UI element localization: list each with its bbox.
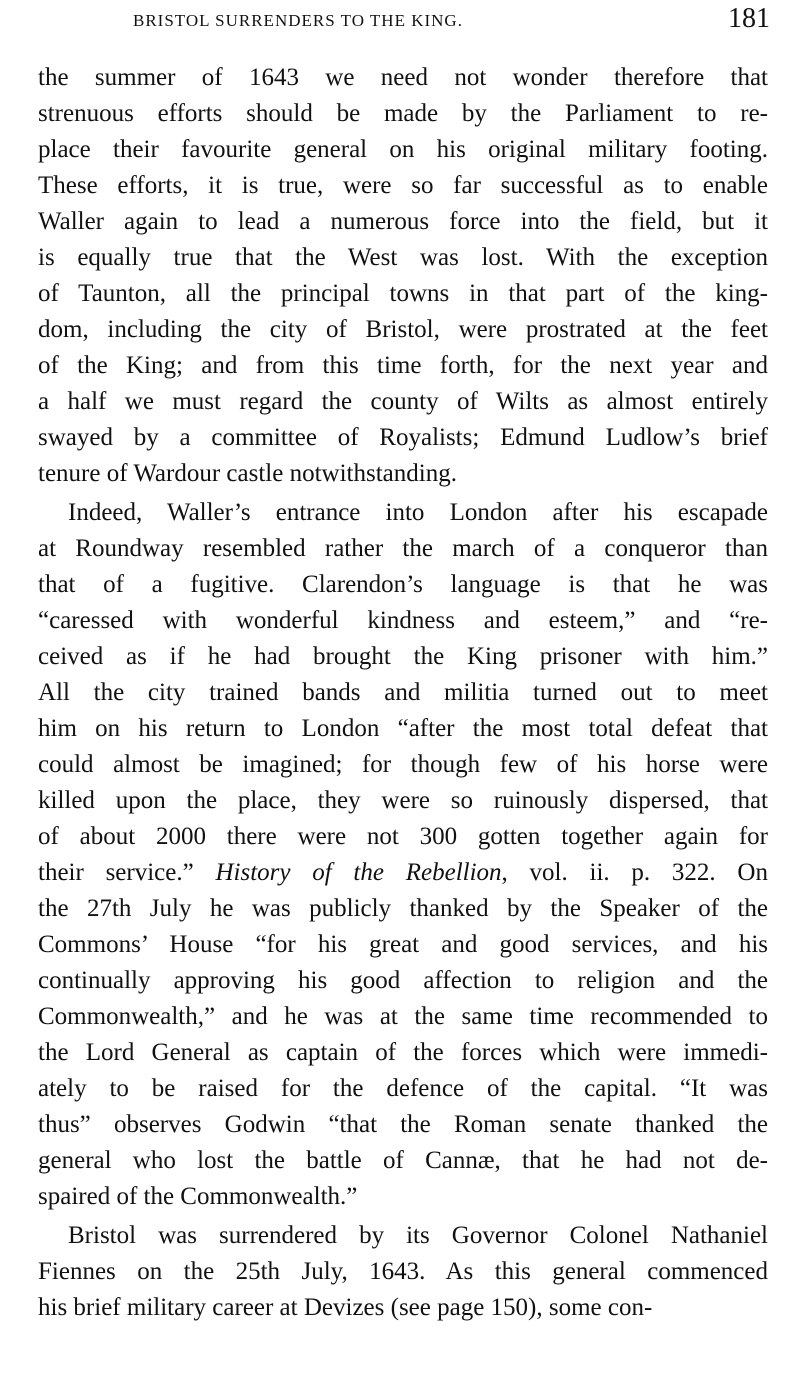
text-line: of Taunton, all the principal towns in that part of the king- — [38, 280, 768, 307]
paragraph — [38, 1218, 768, 1326]
text-line: dom, including the city of Bristol, were prostrated at the feet — [38, 316, 768, 343]
text-line: thus” observes Godwin “that the Roman senate thanked the — [38, 1111, 768, 1138]
text-line: the Lord General as captain of the forces which were immedi- — [38, 1039, 768, 1066]
text-line: is equally true that the West was lost. With the exception — [38, 244, 768, 271]
text-segment: , vol. ii. p. 322. On — [501, 859, 768, 886]
text-line — [38, 855, 768, 891]
text-line: continually approving his good affection to religion and the — [38, 967, 768, 994]
text-line: ceived as if he had brought the King prisoner with him.” — [38, 643, 768, 670]
text-line: spaired of the Commonwealth.” — [38, 1183, 358, 1210]
text-line: Commonwealth,” and he was at the same time recommended to — [38, 1003, 768, 1030]
text-line: Bristol was surrendered by its Governor Colonel Nathaniel — [68, 1222, 768, 1249]
text-line: swayed by a committee of Royalists; Edmund Ludlow’s brief — [38, 424, 768, 451]
text-line: Commons’ House “for his great and good services, and his — [38, 931, 768, 958]
text-line: All the city trained bands and militia turned out to meet — [38, 679, 768, 706]
page-number: 181 — [728, 3, 770, 34]
text-line: that of a fugitive. Clarendon’s language is that he was — [38, 571, 768, 598]
text-line: could almost be imagined; for though few of his horse were — [38, 751, 768, 778]
text-line: of the King; and from this time forth, for the next year and — [38, 352, 768, 379]
body-text — [38, 60, 768, 1326]
text-line: general who lost the battle of Cannæ, that he had not de- — [38, 1147, 768, 1174]
text-line: strenuous efforts should be made by the Parliament to re- — [38, 100, 768, 127]
text-line: at Roundway resembled rather the march of a conqueror than — [38, 535, 768, 562]
text-line: tenure of Wardour castle notwithstanding. — [38, 460, 457, 487]
text-line: his brief military career at Devizes (see page 150), some con- — [38, 1294, 653, 1321]
text-line: ately to be raised for the defence of the capital. “It was — [38, 1075, 768, 1102]
text-line: the 27th July he was publicly thanked by the Speaker of the — [38, 895, 768, 922]
text-line: him on his return to London “after the most total defeat that — [38, 715, 768, 742]
paragraph — [38, 495, 768, 1215]
text-line: These efforts, it is true, were so far successful as to enable — [38, 172, 768, 199]
text-line: place their favourite general on his original military footing. — [38, 136, 768, 163]
text-line: Indeed, Waller’s entrance into London after his escapade — [68, 499, 768, 526]
italic-citation: History of the Rebellion — [215, 859, 502, 886]
running-head: BRISTOL SURRENDERS TO THE KING. — [133, 11, 463, 30]
text-line: killed upon the place, they were so ruinously dispersed, that — [38, 787, 768, 814]
text-segment: their service.” — [38, 859, 216, 886]
text-line: a half we must regard the county of Wilts as almost entirely — [38, 388, 768, 415]
text-line: the summer of 1643 we need not wonder therefore that — [38, 64, 768, 91]
text-line: Fiennes on the 25th July, 1643. As this general commenced — [38, 1258, 768, 1285]
text-line: “caressed with wonderful kindness and esteem,” and “re- — [38, 607, 768, 634]
paragraph — [38, 60, 768, 492]
text-line: of about 2000 there were not 300 gotten together again for — [38, 823, 768, 850]
text-line: Waller again to lead a numerous force into the field, but it — [38, 208, 768, 235]
